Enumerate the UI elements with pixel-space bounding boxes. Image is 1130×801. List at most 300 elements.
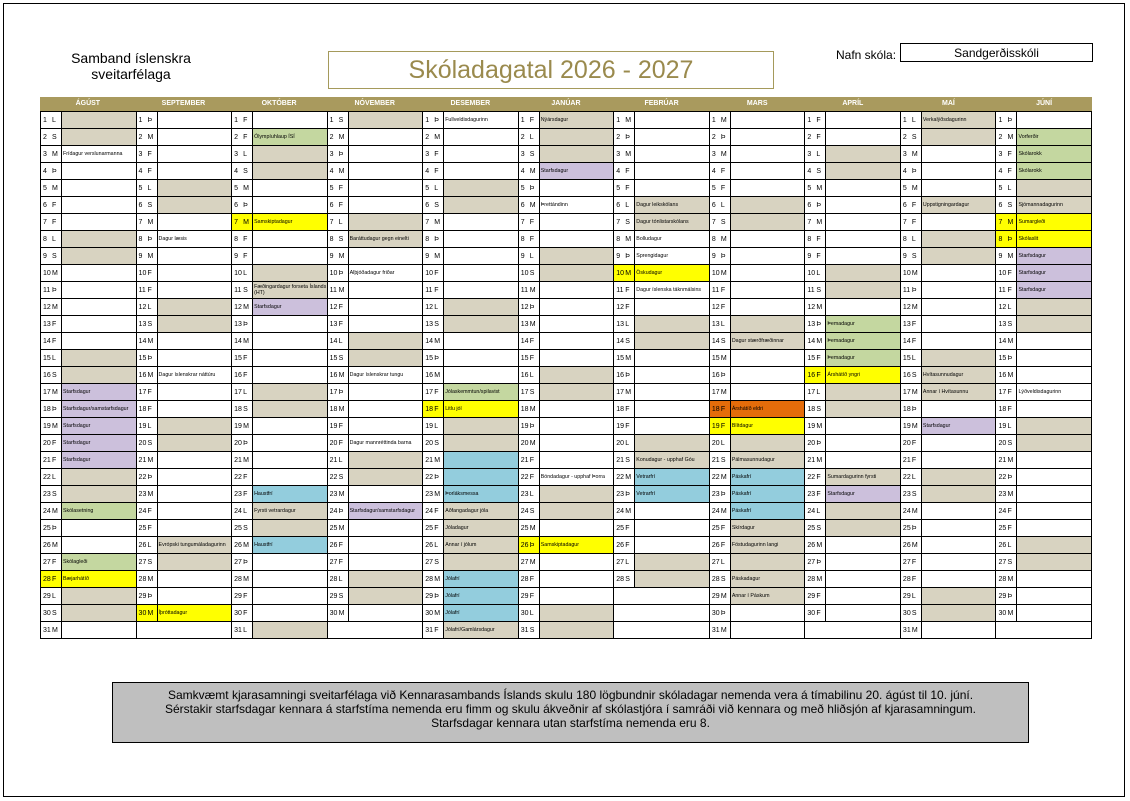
day-cell xyxy=(901,605,996,622)
day-number: 7 xyxy=(329,218,334,226)
day-cell xyxy=(901,333,996,350)
day-event: Fæðingardagur forseta Íslands (HT) xyxy=(254,284,327,296)
weekday-letter: F xyxy=(1007,524,1012,532)
weekday-letter: Þ xyxy=(529,541,535,549)
day-number: 11 xyxy=(138,286,146,294)
day-number: 31 xyxy=(43,626,51,634)
weekday-letter: Þ xyxy=(147,473,153,481)
day-number: 10 xyxy=(807,269,816,277)
day-event xyxy=(540,316,614,332)
day-cell xyxy=(41,248,136,265)
day-cell xyxy=(232,197,327,214)
day-label xyxy=(423,622,444,638)
weekday-letter: S xyxy=(434,439,439,447)
weekday-letter: L xyxy=(529,490,534,498)
day-event: Starfsdagur xyxy=(62,418,136,434)
day-cell xyxy=(137,350,232,367)
day-number: 17 xyxy=(329,388,338,396)
day-cell xyxy=(137,197,232,214)
day-cell xyxy=(805,588,900,605)
day-cell xyxy=(710,316,805,333)
day-number: 16 xyxy=(902,371,911,379)
day-event: Árshátíð yngri xyxy=(826,367,900,383)
day-label xyxy=(137,537,158,553)
weekday-letter: S xyxy=(911,252,917,260)
day-cell xyxy=(614,367,709,384)
day-label xyxy=(996,571,1017,587)
day-event: Nýársdagur xyxy=(540,112,614,128)
month-header: JANÚAR xyxy=(551,100,581,107)
weekday-letter: M xyxy=(243,218,249,226)
day-label xyxy=(614,265,635,281)
day-cell xyxy=(710,282,805,299)
day-label xyxy=(328,146,349,162)
day-label xyxy=(996,384,1017,400)
day-cell xyxy=(519,231,614,248)
day-cell xyxy=(710,112,805,129)
day-event xyxy=(731,316,805,332)
day-cell xyxy=(41,588,136,605)
day-number: 16 xyxy=(425,371,433,379)
day-cell xyxy=(996,367,1091,384)
day-number: 24 xyxy=(711,507,720,515)
day-number: 2 xyxy=(998,133,1003,141)
day-number: 12 xyxy=(902,303,911,311)
day-event xyxy=(158,248,232,264)
day-number: 28 xyxy=(234,575,242,583)
day-number: 28 xyxy=(329,575,338,583)
day-event xyxy=(158,265,232,281)
day-event xyxy=(158,452,232,468)
day-label xyxy=(232,452,253,468)
day-event xyxy=(540,146,614,162)
weekday-letter: M xyxy=(625,116,632,124)
weekday-letter: M xyxy=(911,388,918,396)
day-number: 23 xyxy=(998,490,1007,498)
day-label xyxy=(232,486,253,502)
day-number: 26 xyxy=(711,541,720,549)
day-cell xyxy=(232,231,327,248)
day-label xyxy=(137,605,158,621)
day-label xyxy=(901,418,922,434)
day-cell xyxy=(137,554,232,571)
day-event: Bóndadagur - upphaf Þorra xyxy=(540,474,605,480)
day-label xyxy=(805,520,826,536)
day-event: Sjómannadagurinn xyxy=(1017,197,1091,213)
weekday-letter: Þ xyxy=(52,524,57,532)
day-event xyxy=(826,554,900,570)
day-event xyxy=(1017,435,1091,451)
day-cell xyxy=(328,180,423,197)
day-label xyxy=(901,520,922,536)
weekday-letter: F xyxy=(529,218,535,226)
day-label xyxy=(137,265,158,281)
day-label xyxy=(137,129,158,145)
weekday-letter: Þ xyxy=(243,201,248,209)
weekday-letter: M xyxy=(243,337,249,345)
day-event xyxy=(540,129,614,145)
day-number: 8 xyxy=(329,235,334,243)
day-cell xyxy=(232,299,327,316)
weekday-letter: L xyxy=(816,150,821,158)
day-label xyxy=(519,486,540,502)
day-cell xyxy=(805,248,900,265)
weekday-letter: Þ xyxy=(911,524,917,532)
day-number: 6 xyxy=(425,201,430,209)
day-cell xyxy=(614,486,709,503)
day-label xyxy=(41,350,62,366)
weekday-letter: S xyxy=(243,405,248,413)
weekday-letter: S xyxy=(625,575,630,583)
day-cell xyxy=(232,163,327,180)
day-number: 26 xyxy=(138,541,147,549)
day-event xyxy=(826,605,900,621)
day-number: 9 xyxy=(43,252,47,260)
day-label xyxy=(805,163,826,179)
weekday-letter: F xyxy=(243,133,248,141)
weekday-letter: M xyxy=(911,422,918,430)
day-label xyxy=(901,197,922,213)
weekday-letter: M xyxy=(529,167,536,175)
weekday-letter: F xyxy=(147,167,152,175)
org-name-line2: sveitarfélaga xyxy=(91,66,171,82)
day-cell xyxy=(328,486,423,503)
day-event xyxy=(158,163,232,179)
day-label xyxy=(328,503,349,519)
empty-event xyxy=(826,622,900,638)
day-cell xyxy=(328,588,423,605)
day-event xyxy=(1017,605,1091,621)
day-number: 3 xyxy=(43,150,47,158)
day-label xyxy=(328,299,349,315)
day-cell xyxy=(137,248,232,265)
day-cell xyxy=(137,367,232,384)
weekday-letter: L xyxy=(816,507,821,515)
empty-cell xyxy=(137,622,232,639)
day-number: 28 xyxy=(425,575,433,583)
weekday-letter: S xyxy=(338,592,344,600)
day-event xyxy=(253,180,327,196)
day-label xyxy=(901,282,922,298)
day-cell xyxy=(137,520,232,537)
day-label xyxy=(996,554,1017,570)
day-event xyxy=(540,435,614,451)
day-number: 17 xyxy=(43,388,51,396)
day-number: 11 xyxy=(43,286,51,294)
day-number: 12 xyxy=(425,303,433,311)
day-number: 13 xyxy=(998,320,1007,328)
day-number: 8 xyxy=(234,235,238,243)
day-label xyxy=(519,299,540,315)
weekday-letter: Þ xyxy=(529,303,535,311)
weekday-letter: F xyxy=(338,558,343,566)
day-cell xyxy=(996,469,1091,486)
weekday-letter: S xyxy=(720,218,726,226)
day-number: 16 xyxy=(138,371,147,379)
day-cell xyxy=(996,248,1091,265)
day-label xyxy=(232,265,253,281)
day-cell xyxy=(423,282,518,299)
day-cell xyxy=(614,469,709,486)
day-event xyxy=(253,112,327,128)
weekday-letter: Þ xyxy=(338,507,344,515)
day-event: Starfsdagur xyxy=(1017,248,1091,264)
day-number: 19 xyxy=(520,422,529,430)
day-label xyxy=(41,299,62,315)
day-label xyxy=(232,571,253,587)
day-event xyxy=(826,146,900,162)
day-cell xyxy=(519,486,614,503)
day-event xyxy=(444,129,518,145)
day-label xyxy=(41,384,62,400)
day-number: 17 xyxy=(138,388,147,396)
day-cell xyxy=(805,299,900,316)
day-number: 13 xyxy=(902,320,911,328)
day-number: 22 xyxy=(43,473,51,481)
day-cell xyxy=(710,129,805,146)
day-cell xyxy=(328,163,423,180)
day-cell xyxy=(137,605,232,622)
day-number: 28 xyxy=(616,575,625,583)
day-cell xyxy=(996,588,1091,605)
weekday-letter: L xyxy=(625,439,630,447)
weekday-letter: F xyxy=(338,422,343,430)
day-cell xyxy=(41,401,136,418)
weekday-letter: S xyxy=(720,575,726,583)
day-event xyxy=(922,520,996,536)
day-event xyxy=(349,571,423,587)
day-event xyxy=(62,282,136,298)
day-cell xyxy=(519,112,614,129)
day-cell xyxy=(614,112,709,129)
day-label xyxy=(710,333,731,349)
day-label xyxy=(41,316,62,332)
day-event xyxy=(635,537,709,553)
day-label xyxy=(710,452,731,468)
day-event xyxy=(635,435,709,451)
day-label xyxy=(519,231,540,247)
day-cell xyxy=(805,333,900,350)
day-event xyxy=(158,435,232,451)
day-label xyxy=(710,520,731,536)
weekday-letter: M xyxy=(243,456,249,464)
weekday-letter: S xyxy=(434,558,439,566)
day-label xyxy=(519,503,540,519)
day-cell xyxy=(614,265,709,282)
day-event xyxy=(922,622,996,638)
day-event xyxy=(826,418,900,434)
weekday-letter: M xyxy=(720,507,727,515)
day-event xyxy=(444,265,518,281)
day-cell xyxy=(41,418,136,435)
day-number: 20 xyxy=(138,439,147,447)
day-label xyxy=(519,282,540,298)
weekday-letter: F xyxy=(52,456,57,464)
weekday-letter: M xyxy=(147,456,154,464)
weekday-letter: S xyxy=(529,507,535,515)
day-number: 10 xyxy=(520,269,529,277)
day-event xyxy=(158,333,232,349)
day-number: 29 xyxy=(234,592,242,600)
day-number: 18 xyxy=(998,405,1007,413)
weekday-letter: M xyxy=(625,235,632,243)
day-cell xyxy=(137,180,232,197)
day-event xyxy=(826,588,900,604)
weekday-letter: S xyxy=(338,354,344,362)
day-label xyxy=(232,248,253,264)
day-cell xyxy=(519,520,614,537)
day-cell xyxy=(805,503,900,520)
day-event xyxy=(158,401,232,417)
weekday-letter: M xyxy=(911,541,918,549)
weekday-letter: F xyxy=(816,116,821,124)
day-number: 14 xyxy=(329,337,338,345)
weekday-letter: F xyxy=(720,524,726,532)
day-cell xyxy=(710,384,805,401)
day-cell xyxy=(519,622,614,639)
weekday-letter: M xyxy=(816,422,823,430)
day-cell xyxy=(328,333,423,350)
day-label xyxy=(901,537,922,553)
day-cell xyxy=(996,571,1091,588)
weekday-letter: F xyxy=(816,490,821,498)
day-event xyxy=(540,452,614,468)
day-cell xyxy=(996,605,1091,622)
day-label xyxy=(41,146,62,162)
day-event xyxy=(922,333,996,349)
weekday-letter: F xyxy=(434,150,439,158)
day-label xyxy=(614,367,635,383)
day-event xyxy=(349,163,423,179)
weekday-letter: S xyxy=(243,286,248,294)
day-event xyxy=(253,435,327,451)
day-event xyxy=(540,350,614,366)
weekday-letter: Þ xyxy=(434,592,439,600)
day-label xyxy=(232,435,253,451)
day-event: Föstudagurinn langi xyxy=(731,537,805,553)
school-name-field[interactable]: Sandgerðisskóli xyxy=(900,43,1093,62)
day-event xyxy=(1017,469,1091,485)
day-event xyxy=(158,554,232,570)
day-cell xyxy=(614,248,709,265)
day-cell xyxy=(519,452,614,469)
weekday-letter: Þ xyxy=(243,439,248,447)
weekday-letter: M xyxy=(434,609,441,617)
day-number: 15 xyxy=(711,354,720,362)
day-number: 11 xyxy=(616,286,624,294)
day-cell xyxy=(232,112,327,129)
day-number: 8 xyxy=(807,235,812,243)
day-cell xyxy=(710,367,805,384)
day-label xyxy=(232,537,253,553)
day-cell xyxy=(901,486,996,503)
day-event xyxy=(540,299,614,315)
day-label xyxy=(901,129,922,145)
day-number: 6 xyxy=(902,201,907,209)
day-label xyxy=(423,163,444,179)
day-label xyxy=(614,520,635,536)
day-cell xyxy=(423,214,518,231)
calendar-grid xyxy=(40,111,1092,639)
day-event xyxy=(540,401,614,417)
day-label xyxy=(805,384,826,400)
day-number: 17 xyxy=(711,388,720,396)
day-label xyxy=(710,588,731,604)
day-label xyxy=(41,486,62,502)
day-cell xyxy=(41,146,136,163)
day-cell xyxy=(41,571,136,588)
weekday-letter: S xyxy=(625,218,630,226)
day-number: 19 xyxy=(425,422,433,430)
day-label xyxy=(614,214,635,230)
day-event xyxy=(826,112,900,128)
weekday-letter: F xyxy=(243,235,248,243)
day-number: 29 xyxy=(711,592,720,600)
day-label xyxy=(137,248,158,264)
weekday-letter: F xyxy=(52,320,57,328)
day-cell xyxy=(996,282,1091,299)
weekday-letter: M xyxy=(1007,133,1014,141)
day-cell xyxy=(328,469,423,486)
day-number: 12 xyxy=(807,303,816,311)
day-cell xyxy=(805,469,900,486)
day-cell xyxy=(232,333,327,350)
day-label xyxy=(614,112,635,128)
day-event: Starfsdagur xyxy=(826,486,900,502)
day-label xyxy=(137,112,158,128)
day-event xyxy=(540,588,614,604)
day-number: 14 xyxy=(43,337,51,345)
day-label xyxy=(901,299,922,315)
weekday-letter: S xyxy=(52,133,57,141)
day-cell xyxy=(805,367,900,384)
day-cell xyxy=(519,333,614,350)
day-label xyxy=(519,537,540,553)
weekday-letter: F xyxy=(625,167,630,175)
day-cell xyxy=(519,350,614,367)
weekday-letter: S xyxy=(147,558,153,566)
day-cell xyxy=(996,418,1091,435)
weekday-letter: M xyxy=(911,303,918,311)
day-event xyxy=(62,605,136,621)
day-number: 19 xyxy=(616,422,625,430)
day-label xyxy=(614,231,635,247)
day-number: 3 xyxy=(520,150,525,158)
day-label xyxy=(996,231,1017,247)
empty-event xyxy=(635,622,709,638)
day-event: Starfsdagur xyxy=(540,163,614,179)
weekday-letter: F xyxy=(720,286,726,294)
day-event xyxy=(349,401,423,417)
day-cell xyxy=(519,214,614,231)
day-number: 5 xyxy=(711,184,716,192)
day-number: 4 xyxy=(234,167,238,175)
day-cell xyxy=(710,163,805,180)
day-event xyxy=(922,588,996,604)
day-event xyxy=(158,146,232,162)
day-label xyxy=(519,435,540,451)
day-number: 29 xyxy=(425,592,433,600)
day-number: 15 xyxy=(234,354,242,362)
weekday-letter: F xyxy=(529,456,535,464)
weekday-letter: S xyxy=(529,269,535,277)
day-number: 7 xyxy=(902,218,907,226)
day-label xyxy=(996,605,1017,621)
day-cell xyxy=(232,367,327,384)
weekday-letter: S xyxy=(816,405,822,413)
day-number: 30 xyxy=(234,609,242,617)
day-label xyxy=(328,469,349,485)
